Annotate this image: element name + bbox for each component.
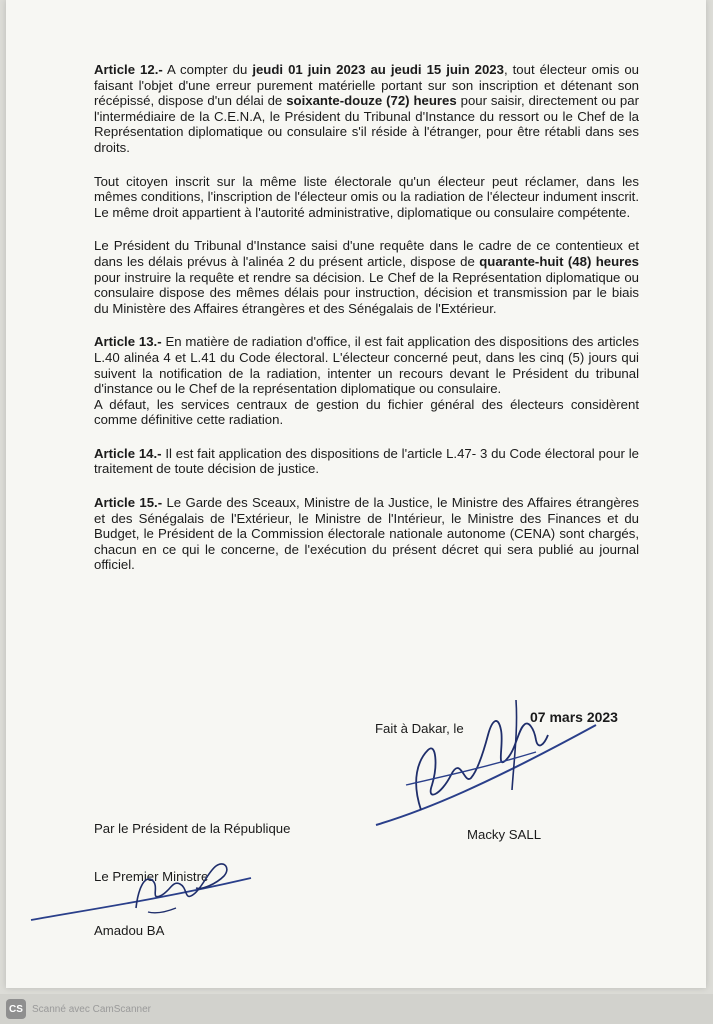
article-14-label: Article 14.-	[94, 445, 162, 461]
article-15-text: Le Garde des Sceaux, Ministre de la Justice, le Ministre des Affaires étrangères et des Sénégalais de l'Extérieur, le Ministre de l'Intérieur, le Ministre des Finances et du Budget, le Président de la Commission électorale nationale autonome (CENA) sont chargés, chacun en ce qui le concerne, de l'exécution du présent décret qui sera publié au journal officiel.	[94, 495, 639, 573]
article-15-label: Article 15.-	[94, 495, 163, 511]
camscanner-footer	[0, 994, 713, 1024]
president-name: Macky SALL	[467, 827, 542, 842]
article-12-paragraph-3	[94, 238, 639, 316]
article-13-text: En matière de radiation d'office, il est fait application des dispositions des articles L.40 alinéa 4 et L.41 du Code électoral. L'électeur concerné peut, dans les cinq (5) jours qui suivent la notification de la radiation, intenter un recours devant le Président du tribunal d'instance ou le Chef de la représentation diplomatique ou consulaire.	[94, 334, 639, 397]
article-12-text-3: pour saisir, directement ou par l'intermédiaire de la C.E.N.A, le Président du Tribunal d'Instance du ressort ou le Chef de la Représentation diplomatique ou consulaire s'il réside à l'étranger, pour être rétabli dans ses droits.	[94, 93, 639, 155]
article-12-delay: soixante-douze (72) heures	[286, 93, 457, 109]
article-14-text: Il est fait application des dispositions de l'article L.47- 3 du Code électoral pour le traitement de toute décision de justice.	[94, 445, 640, 477]
pm-title: Le Premier Ministre	[94, 869, 209, 884]
by-president-line: Par le Président de la République	[94, 821, 291, 836]
article-13-paragraph-2: A défaut, les services centraux de gestion du fichier général des électeurs considèrent comme définitive cette radiation.	[94, 396, 639, 428]
article-14-paragraph	[94, 446, 639, 477]
document-page	[6, 0, 706, 988]
signature-place: Fait à Dakar, le	[375, 721, 464, 736]
article-12-date-range: jeudi 01 juin 2023 au jeudi 15 juin 2023	[252, 62, 504, 77]
article-12-p3-text-1: Le Président du Tribunal d'Instance saisi d'une requête dans le cadre de ce contentieux et dans les délais prévus à l'alinéa 2 du présent article, dispose de	[94, 238, 639, 269]
article-12-p3-delay: quarante-huit (48) heures	[479, 253, 639, 269]
camscanner-text: Scanné avec CamScanner	[32, 1003, 151, 1015]
article-15-paragraph	[94, 495, 639, 573]
article-13-paragraph-1	[94, 334, 639, 396]
pm-name: Amadou BA	[94, 923, 165, 938]
signature-date: 07 mars 2023	[530, 709, 618, 725]
article-12-p3-text-2: pour instruire la requête et rendre sa décision. Le Chef de la Représentation diplomatique ou consulaire dispose des mêmes délais pour instruction, décision et transmission par le biais du Ministère des Affaires étrangères et des Sénégalais de l'Extérieur.	[94, 269, 639, 316]
document-body	[94, 62, 639, 591]
article-12-label: Article 12.-	[94, 62, 163, 77]
article-12-paragraph-2: Tout citoyen inscrit sur la même liste électorale qu'un électeur peut réclamer, dans les mêmes conditions, l'inscription de l'électeur omis ou la radiation de l'électeur indument inscrit. Le même droit appartient à l'autorité administrative, diplomatique ou consulaire compétente.	[94, 173, 639, 220]
article-12-text-2: , tout électeur omis ou faisant l'objet d'une erreur purement matérielle portant sur son inscription et détenant son récépissé, dispose d'un délai de	[94, 62, 639, 109]
camscanner-logo-icon: CS	[6, 999, 26, 1019]
article-13-label: Article 13.-	[94, 334, 162, 350]
article-12-paragraph-1	[94, 62, 639, 156]
article-12-text-1: A compter du	[162, 62, 253, 77]
